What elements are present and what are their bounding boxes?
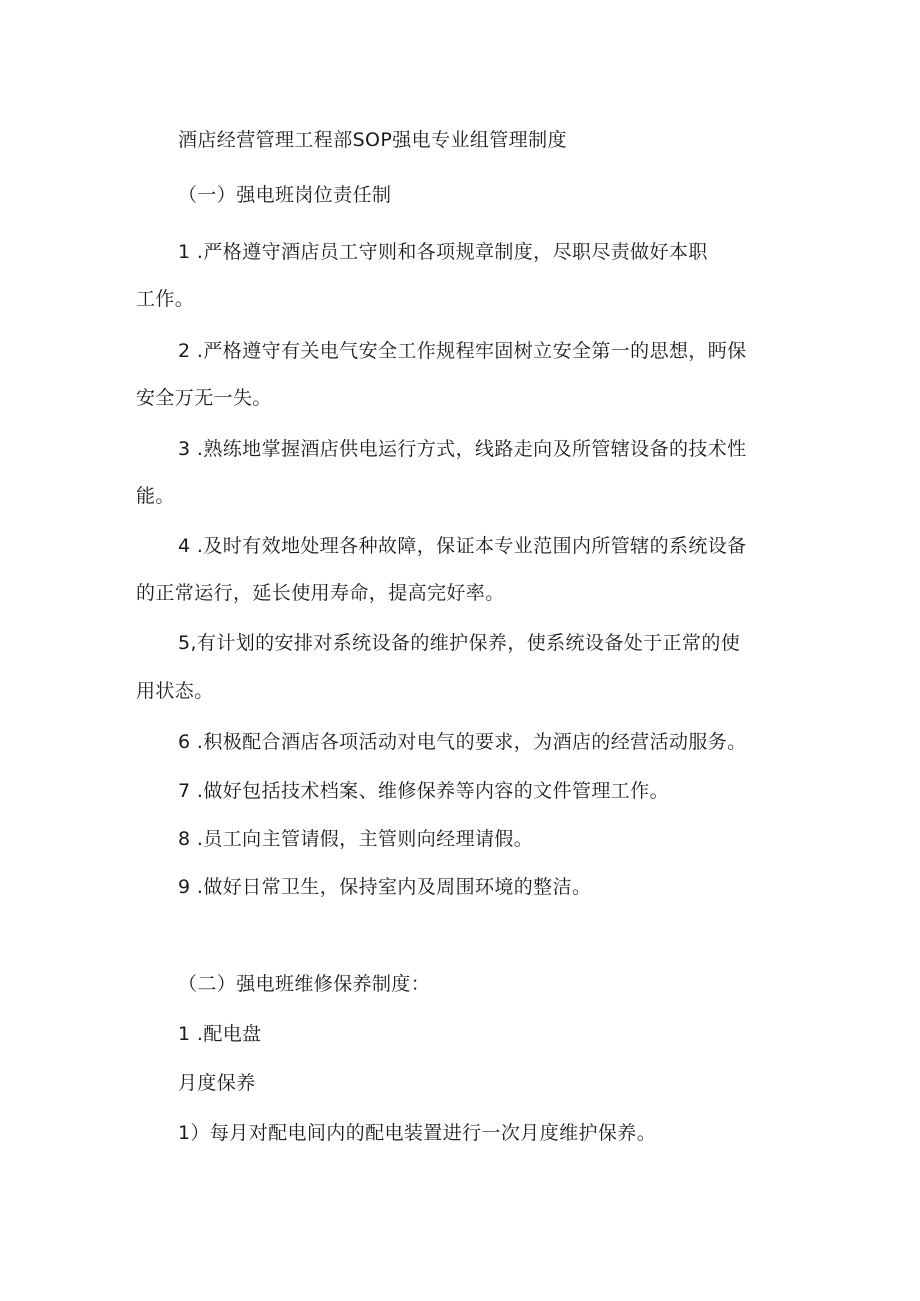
duty-item-2-line1: 2 .严格遵守有关电气安全工作规程牢固树立安全第一的思想，眄保 bbox=[178, 340, 747, 362]
section-heading: （一）强电班岗位责任制 bbox=[178, 184, 392, 206]
document-title: 酒店经营管理工程部SOP强电专业组管理制度 bbox=[178, 129, 567, 151]
duty-item-5-line1: 5,有计划的安排对系统设备的维护保养，使系统设备处于正常的使 bbox=[178, 632, 741, 654]
duty-item-2-line2: 安全万无一失。 bbox=[136, 387, 272, 409]
section-heading: （二）强电班维修保养制度： bbox=[178, 973, 431, 995]
duty-item-7: 7 .做好包括技术档案、维修保养等内容的文件管理工作。 bbox=[178, 780, 669, 802]
duty-item-3-line1: 3 .熟练地掌握酒店供电运行方式，线路走向及所管辖设备的技术性 bbox=[178, 438, 747, 460]
duty-item-3-line2: 能。 bbox=[136, 485, 175, 507]
duty-item-4-line2: 的正常运行，延长使用寿命，提高完好率。 bbox=[136, 582, 505, 604]
duty-item-1-line2: 工作。 bbox=[136, 288, 195, 310]
duty-item-4-line1: 4 .及时有效地处理各种故障，保证本专业范围内所管辖的系统设备 bbox=[178, 535, 747, 557]
duty-item-9: 9 .做好日常卫生，保持室内及周围环境的整洁。 bbox=[178, 876, 592, 898]
subsection-heading: 1 .配电盘 bbox=[178, 1023, 262, 1045]
subsection-label: 月度保养 bbox=[178, 1072, 256, 1094]
duty-item-6: 6 .积极配合酒店各项活动对电气的要求，为酒店的经营活动服务。 bbox=[178, 731, 747, 753]
duty-item-5-line2: 用状态。 bbox=[136, 680, 214, 702]
maintenance-item-1: 1）每月对配电间内的配电装置进行一次月度维护保养。 bbox=[178, 1122, 657, 1144]
duty-item-1-line1: 1 .严格遵守酒店员工守则和各项规章制度，尽职尽责做好本职 bbox=[178, 241, 708, 263]
duty-item-8: 8 .员工向主管请假，主管则向经理请假。 bbox=[178, 828, 534, 850]
